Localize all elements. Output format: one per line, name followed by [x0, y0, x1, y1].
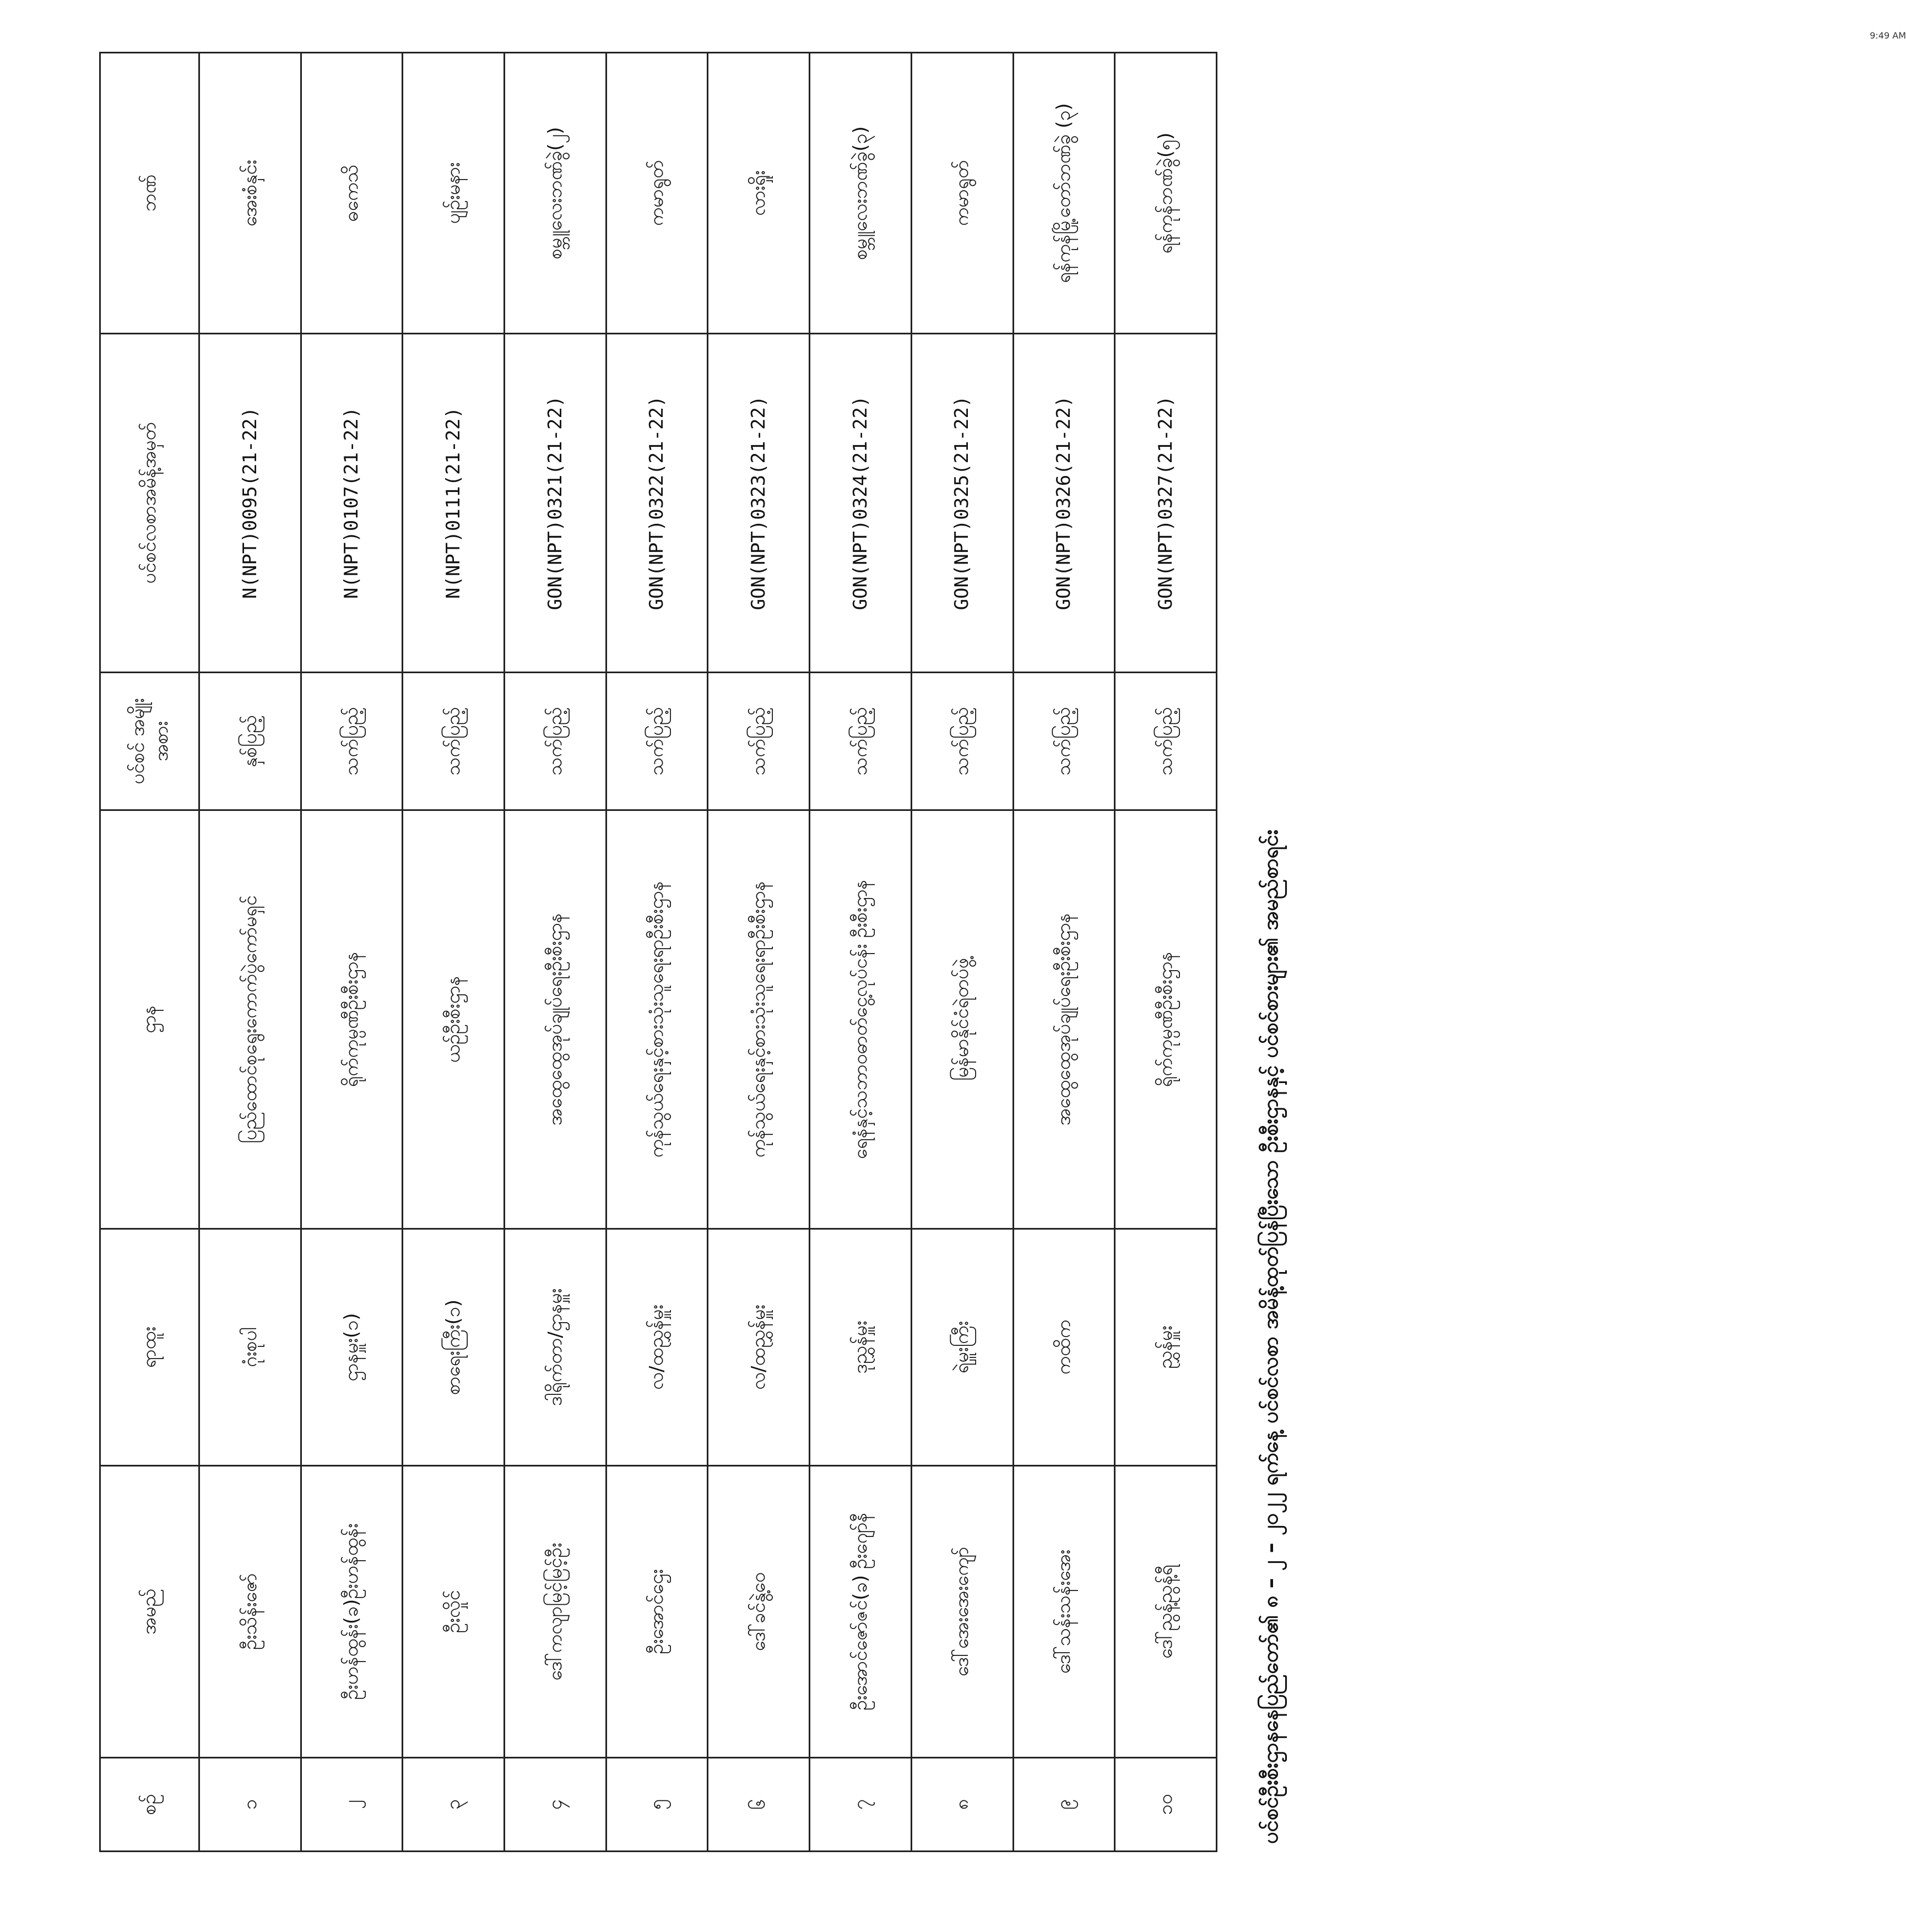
cell-no: ၅ [606, 1758, 708, 1852]
cell-pension-type: သက်ပြည့် [606, 673, 708, 810]
header-order-no: ပင်စင်လစာအမိန့်အမှတ် [100, 334, 199, 673]
cell-order-no: GON(NPT)0322(21-22) [606, 334, 708, 673]
cell-pension-type: သက်ပြည့် [1115, 673, 1217, 810]
cell-treasury: လားရှိုး [708, 53, 810, 334]
cell-rank: ကထိက [1013, 1229, 1115, 1466]
cell-name: ဦးသိန်းဇော် [199, 1466, 301, 1758]
cell-no: ၁၀ [1115, 1758, 1217, 1852]
table-row [606, 53, 708, 1852]
cell-rank: ရဲမှူးကြီး [911, 1229, 1013, 1466]
cell-rank: ဒါရိုက်တာ/ဌာနမှူး [505, 1229, 607, 1466]
cell-name: ဒေါ်အေးအေးကျော် [911, 1466, 1013, 1758]
cell-department: အထွေထွေအုပ်ချုပ်ရေးဦးစီးဌာန [1013, 810, 1115, 1229]
cell-rank: စာရေးကြီး(၁) [403, 1229, 505, 1466]
cell-department: ရိုက်ကုမ္ပဏီဦးစီးဌာန [1115, 810, 1217, 1229]
cell-no: ၃ [403, 1758, 505, 1852]
header-treasury: ဘဏ် [100, 53, 199, 334]
cell-rank: ဂုံးစုပါ [199, 1229, 301, 1466]
table-row [301, 53, 403, 1852]
cell-department: ကုန်သွယ်ရေးနှင့်စားသုံးသူရေးရာဦးစီးဌာန [708, 810, 810, 1229]
cell-no: ၉ [1013, 1758, 1115, 1852]
cell-department: ပြည်ထောင်စုရွေးကောက်ပွဲကော်မရှင် [199, 810, 301, 1229]
cell-no: ၂ [301, 1758, 403, 1852]
header-rank: ရာထူး [100, 1229, 199, 1466]
cell-pension-type: သက်ပြည့် [810, 673, 912, 810]
cell-department: ရေနံနှင့်သဘာဝဓာတ်ငွေ့လုပ်ငန်း ဦးစီးဌာန [810, 810, 912, 1229]
cell-name: ဦးလှိုင် [403, 1466, 505, 1758]
cell-name: ဦးဟန်ထွန်း(ခ)ဦးဟန်ထွန်း [301, 1466, 403, 1758]
cell-no: ၄ [505, 1758, 607, 1852]
table-row [1115, 53, 1217, 1852]
header-name: အမည် [100, 1466, 199, 1758]
cell-pension-type: သက်ပြည့် [1013, 673, 1115, 810]
cell-name: ဒေါ်သန်းသန်းအေး [1013, 1466, 1115, 1758]
cell-rank: ဒုညွှန်မှူး [810, 1229, 912, 1466]
cell-no: ၇ [810, 1758, 912, 1852]
cell-department: ရိုက်ကုမ္ပဏီဦးစီးဌာန [301, 810, 403, 1229]
header-no: စဉ် [100, 1758, 199, 1852]
table-row [810, 53, 912, 1852]
cell-no: ၆ [708, 1758, 810, 1852]
cell-treasury: စမ္ဘူလေးဘဏ်ခွဲ(၂) [505, 53, 607, 334]
cell-department: အထွေထွေအုပ်ချုပ်ရေးဦးစီးဌာန [505, 810, 607, 1229]
cell-order-no: GON(NPT)0323(21-22) [708, 334, 810, 673]
cell-treasury: ရန်ကုန်ဘဏ်ခွဲ(၅) [1115, 53, 1217, 334]
cell-pension-type: သက်ပြည့် [708, 673, 810, 810]
cell-pension-type: နှစ်ပြည့် [199, 673, 301, 810]
cell-order-no: GON(NPT)0327(21-22) [1115, 334, 1217, 673]
header-pension-type: ပင်စင် အမျိုးအစား [100, 673, 199, 810]
document-title: ပင်စင်ဦးစီးဌာနနေပြည်တော်၏ ၈ – ၂ – ၂၀၂၂ ရက်နေ့ ပင်စင်လစာ အမိန့်ထုတ်ပြန်ပြီးသော ဦးစီးဌာနနှင့် ပင်စင်စားများ၏ အမည်စာရင်း [1258, 829, 1282, 1844]
cell-name: ဒေါ်ညွန့်ညွန့်ရီ [1115, 1466, 1217, 1758]
table-row [505, 53, 607, 1852]
cell-department: ယဉ်ဦးစီးဌာန [403, 810, 505, 1229]
cell-no: ၈ [911, 1758, 1013, 1852]
cell-treasury: ဓကေသိ [301, 53, 403, 334]
table-row [708, 53, 810, 1852]
pension-register-table [99, 52, 1217, 1852]
cell-pension-type: သက်ပြည့် [403, 673, 505, 810]
cell-pension-type: သက်ပြည့် [301, 673, 403, 810]
cell-name: ဒေါ်ခင်နွဲ့ဝေ [708, 1466, 810, 1758]
cell-rank: ညွှန်မှူး [1115, 1229, 1217, 1466]
cell-order-no: GON(NPT)0325(21-22) [911, 334, 1013, 673]
table-row [403, 53, 505, 1852]
cell-rank: လ/ထညွှန်မှူး [606, 1229, 708, 1466]
cell-treasury: ကမာရွတ် [606, 53, 708, 334]
cell-name: ဦးအောင်ဌေး [606, 1466, 708, 1758]
table-row [199, 53, 301, 1852]
cell-order-no: N(NPT)0107(21-22) [301, 334, 403, 673]
cell-treasury: ပျဉ်းမနား [403, 53, 505, 334]
header-department: ဌာန [100, 810, 199, 1229]
cell-order-no: N(NPT)0095(21-22) [199, 334, 301, 673]
cell-department: ကုန်သွယ်ရေးနှင့်စားသုံးသူရေးရာဦးစီးဌာန [606, 810, 708, 1229]
cell-order-no: N(NPT)0111(21-22) [403, 334, 505, 673]
table-row [1013, 53, 1115, 1852]
cell-rank: လ/ထညွှန်မှူး [708, 1229, 810, 1466]
table-header-row [100, 53, 199, 1852]
cell-order-no: GON(NPT)0324(21-22) [810, 334, 912, 673]
cell-treasury: ကမာရွတ် [911, 53, 1013, 334]
cell-order-no: GON(NPT)0326(21-22) [1013, 334, 1115, 673]
cell-name: ဦးအောင်ဇော်ဇင်(ခ) ဦးဂျော်နီ [810, 1466, 912, 1758]
cell-no: ၁ [199, 1758, 301, 1852]
cell-name: ဒေါ်ကလျာမြင့်မြင့်ဦး [505, 1466, 607, 1758]
cell-treasury: အေးစံနှင်း [199, 53, 301, 334]
cell-treasury: ရန်ကုန်မြို့တော်ဘဏ်ခွဲ (၃) [1013, 53, 1115, 334]
cell-department: မြန်မာနိုင်ငံရဲတပ်ဖွဲ့ [911, 810, 1013, 1229]
cell-pension-type: သက်ပြည့် [911, 673, 1013, 810]
table-row [911, 53, 1013, 1852]
print-timestamp: 9:49 AM [1870, 30, 1906, 41]
cell-treasury: စမ္ဘူလေးဘဏ်ခွဲ(၃) [810, 53, 912, 334]
cell-order-no: GON(NPT)0321(21-22) [505, 334, 607, 673]
cell-pension-type: သက်ပြည့် [505, 673, 607, 810]
cell-rank: ဌာနမှူး(၁) [301, 1229, 403, 1466]
